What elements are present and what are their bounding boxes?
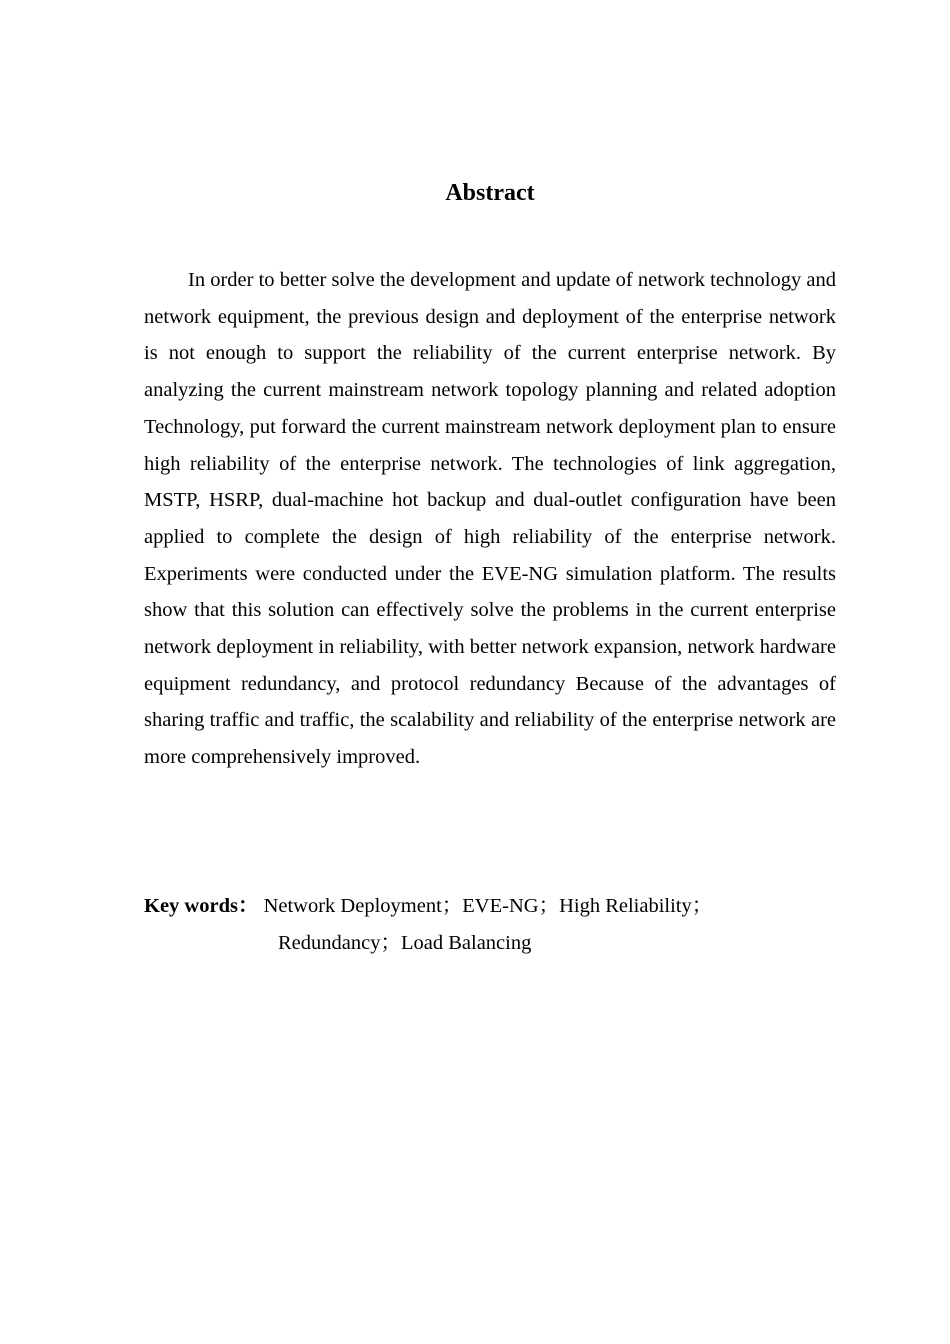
keywords-line-2	[144, 925, 836, 962]
keyword-item: Load Balancing	[400, 931, 532, 954]
abstract-title: Abstract	[445, 180, 535, 206]
abstract-body: In order to better solve the development and update of network technology and network equipment, the previous design and deployment of the enterprise network is not enough to support the reliability of the current enterprise network. By analyzing the current mainstream network topology planning and related adoption Technology, put forward the current mainstream network deployment plan to ensure high reliability of the enterprise network. The technologies of link aggregation, MSTP, HSRP, dual-machine hot backup and dual-outlet configuration have been applied to complete the design of high reliability of the enterprise network. Experiments were conducted under the EVE-NG simulation platform. The results show that this solution can effectively solve the problems in the current enterprise network deployment in reliability, with better network expansion, network hardware equipment redundancy, and protocol redundancy Because of the advantages of sharing traffic and traffic, the scalability and reliability of the enterprise network are more comprehensively improved.	[144, 269, 836, 769]
keyword-item: Network Deployment	[263, 895, 442, 917]
keyword-separator: ；	[441, 895, 463, 917]
keyword-item: High Reliability	[559, 895, 692, 917]
keyword-separator: ；	[380, 931, 401, 954]
keywords-block	[144, 888, 836, 961]
keywords-line-1	[144, 888, 836, 925]
keywords-label: Key words：	[144, 895, 259, 917]
keyword-separator: ；	[538, 895, 560, 917]
keyword-item: Redundancy	[278, 931, 381, 954]
keyword-item: EVE-NG	[462, 895, 539, 917]
keyword-separator: ；	[691, 895, 713, 917]
